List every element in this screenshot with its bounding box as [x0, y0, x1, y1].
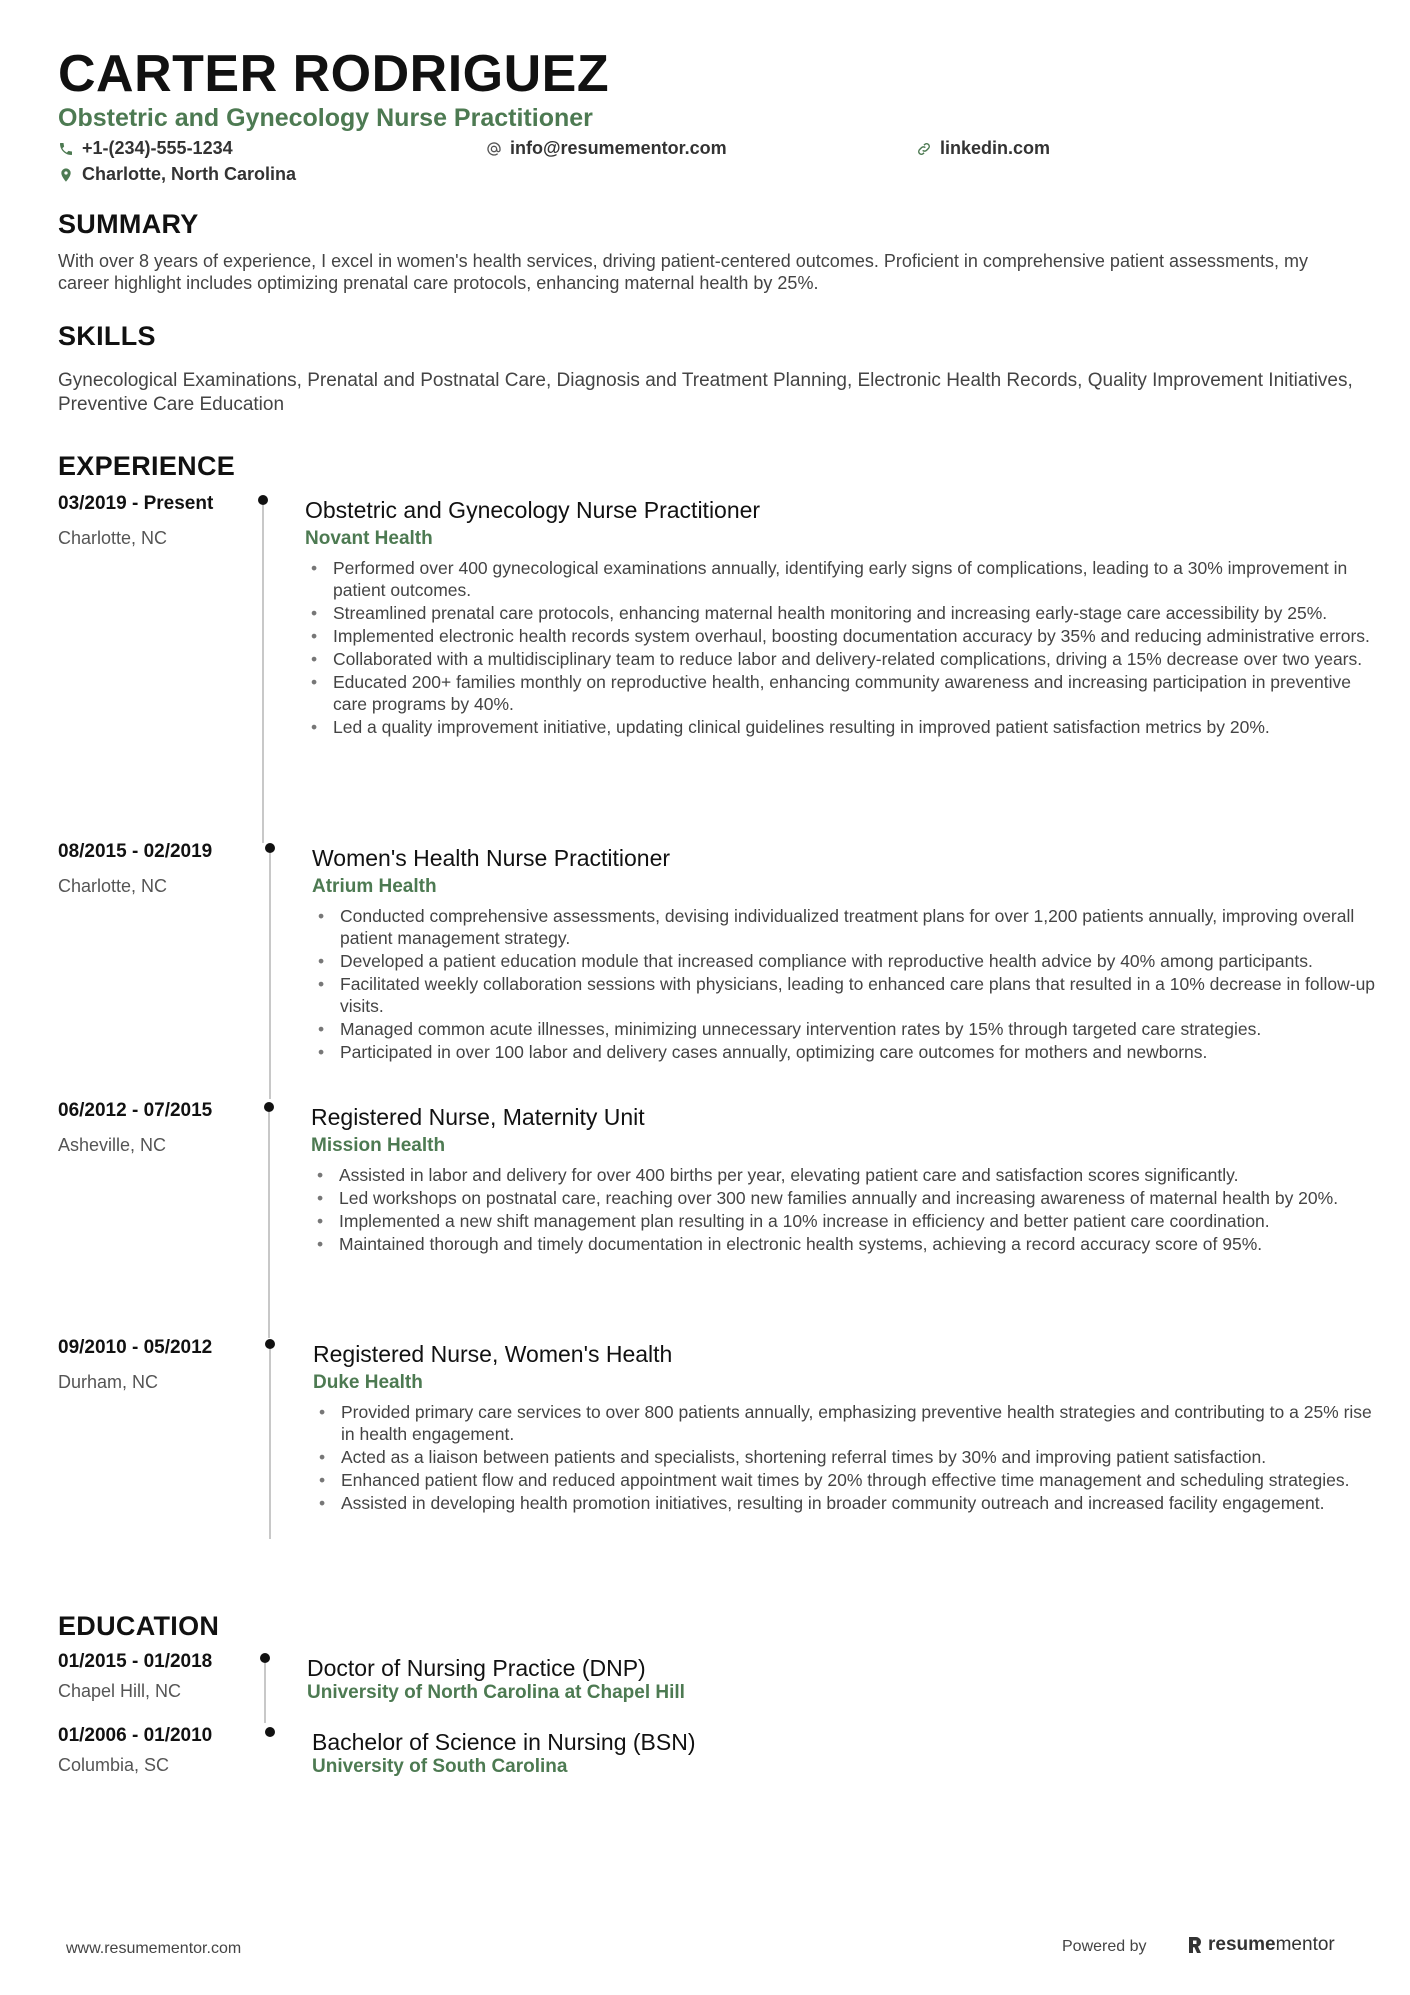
entry-title: Doctor of Nursing Practice (DNP) — [307, 1655, 646, 1681]
phone-text: +1-(234)-555-1234 — [82, 138, 233, 158]
entry-title: Registered Nurse, Women's Health — [313, 1341, 673, 1367]
bullet-item: • Facilitated weekly collaboration sessions with physicians, leading to enhanced care plans that resulted in a 10% decrease in follow-up visits. — [318, 974, 1376, 1016]
footer-website-link[interactable]: www.resumementor.com — [66, 1940, 242, 1957]
bullet-item: • Participated in over 100 labor and delivery cases annually, optimizing care outcomes for mothers and newborns. — [318, 1042, 1208, 1062]
experience-heading: EXPERIENCE — [58, 451, 236, 481]
entry-title: Registered Nurse, Maternity Unit — [311, 1104, 645, 1130]
education-heading: EDUCATION — [58, 1611, 220, 1641]
bullet-item: • Assisted in developing health promotion initiatives, resulting in broader community outreach and increased facility engagement. — [319, 1493, 1325, 1513]
skills-heading: SKILLS — [58, 321, 156, 351]
bullet-item: • Assisted in labor and delivery for over 400 births per year, elevating patient care and satisfaction scores significantly. — [317, 1165, 1239, 1185]
entry-date: 03/2019 - Present — [58, 493, 214, 514]
contact-linkedin[interactable] — [916, 138, 1050, 159]
entry-bullets — [311, 1164, 1381, 1256]
contact-email[interactable] — [486, 138, 727, 159]
entry-location: Durham, NC — [58, 1372, 159, 1392]
bullet-item: • Conducted comprehensive assessments, devising individualized treatment plans for over 1,200 patients annually, improving overall patient management strategy. — [318, 906, 1355, 948]
bullet-item: • Provided primary care services to over 800 patients annually, emphasizing preventive health strategies and contributing to a 25% rise in health engagement. — [319, 1402, 1372, 1444]
entry-date: 01/2006 - 01/2010 — [58, 1725, 213, 1746]
bullet-item: • Acted as a liaison between patients and specialists, shortening referral times by 30% and improving patient satisfaction. — [319, 1447, 1267, 1467]
entry-location: Charlotte, NC — [58, 528, 168, 548]
logo-text-mentor: mentor — [1275, 1934, 1335, 1955]
candidate-role: Obstetric and Gynecology Nurse Practitioner — [58, 104, 593, 132]
timeline-line — [264, 1663, 266, 1723]
timeline-line — [262, 505, 264, 843]
entry-location: Charlotte, NC — [58, 876, 168, 896]
link-icon — [916, 141, 932, 157]
entry-bullets — [305, 557, 1375, 739]
timeline-dot — [265, 1339, 275, 1349]
bullet-item: • Collaborated with a multidisciplinary team to reduce labor and delivery-related complications, driving a 15% decrease over two years. — [311, 649, 1363, 669]
entry-organization: Mission Health — [311, 1135, 446, 1156]
timeline-line — [269, 1349, 271, 1539]
bullet-item: • Educated 200+ families monthly on reproductive health, enhancing community awareness and increasing participation in preventive care programs by 40%. — [311, 672, 1352, 714]
resumementor-logo-icon — [1186, 1935, 1204, 1955]
email-text[interactable]: info@resumementor.com — [510, 138, 727, 158]
linkedin-text[interactable]: linkedin.com — [940, 138, 1051, 158]
footer-powered-by: Powered by — [1062, 1938, 1147, 1955]
entry-date: 09/2010 - 05/2012 — [58, 1337, 213, 1358]
entry-organization: Duke Health — [313, 1372, 423, 1393]
entry-organization: Atrium Health — [312, 876, 437, 897]
timeline-dot — [258, 495, 268, 505]
entry-location: Chapel Hill, NC — [58, 1681, 182, 1701]
location-text: Charlotte, North Carolina — [82, 164, 297, 184]
candidate-name: CARTER RODRIGUEZ — [58, 45, 610, 103]
phone-icon — [58, 141, 74, 157]
bullet-item: • Enhanced patient flow and reduced appointment wait times by 20% through effective time management and scheduling strategies. — [319, 1470, 1350, 1490]
timeline-dot — [265, 1727, 275, 1737]
entry-organization: University of South Carolina — [312, 1756, 568, 1777]
bullet-item: • Led a quality improvement initiative, updating clinical guidelines resulting in improved patient satisfaction metrics by 20%. — [311, 717, 1270, 737]
summary-heading: SUMMARY — [58, 209, 199, 239]
contact-phone — [58, 138, 233, 159]
timeline-line — [268, 1112, 270, 1338]
logo-text-resume: resume — [1208, 1934, 1276, 1955]
bullet-item: • Managed common acute illnesses, minimizing unnecessary intervention rates by 15% through targeted care strategies. — [318, 1019, 1262, 1039]
entry-title: Obstetric and Gynecology Nurse Practitioner — [305, 497, 761, 523]
entry-date: 06/2012 - 07/2015 — [58, 1100, 213, 1121]
entry-date: 01/2015 - 01/2018 — [58, 1651, 213, 1672]
resumementor-logo[interactable] — [1186, 1934, 1335, 1956]
entry-date: 08/2015 - 02/2019 — [58, 841, 213, 862]
entry-title: Bachelor of Science in Nursing (BSN) — [312, 1729, 696, 1755]
bullet-item: • Performed over 400 gynecological examinations annually, identifying early signs of complications, leading to a 30% improvement in patient outcomes. — [311, 558, 1348, 600]
bullet-item: • Led workshops on postnatal care, reaching over 300 new families annually and increasing awareness of maternal health by 20%. — [317, 1188, 1339, 1208]
bullet-item: • Streamlined prenatal care protocols, enhancing maternal health monitoring and increasing early-stage care accessibility by 25%. — [311, 603, 1328, 623]
skills-text: Gynecological Examinations, Prenatal and Postnatal Care, Diagnosis and Treatment Planning, Electronic Health Records, Quality Improvement Initiatives, Preventive Care Education — [58, 370, 1353, 415]
entry-location: Columbia, SC — [58, 1755, 170, 1775]
summary-text: With over 8 years of experience, I excel in women's health services, driving patient-centered outcomes. Proficient in comprehensive patient assessments, my career highlight includes optimizing prenatal care protocols, enhancing maternal health by 25%. — [58, 251, 1309, 293]
entry-title: Women's Health Nurse Practitioner — [312, 845, 671, 871]
contact-location — [58, 164, 296, 185]
bullet-item: • Implemented a new shift management plan resulting in a 10% increase in efficiency and better patient care coordination. — [317, 1211, 1270, 1231]
entry-location: Asheville, NC — [58, 1135, 167, 1155]
entry-bullets — [313, 1401, 1383, 1515]
entry-organization: University of North Carolina at Chapel Hill — [307, 1682, 685, 1703]
location-pin-icon — [58, 167, 74, 183]
entry-organization: Novant Health — [305, 528, 433, 549]
timeline-line — [269, 853, 271, 1099]
at-icon — [486, 141, 502, 157]
bullet-item: • Implemented electronic health records system overhaul, boosting documentation accuracy by 35% and reducing administrative errors. — [311, 626, 1370, 646]
timeline-dot — [265, 843, 275, 853]
timeline-dot — [260, 1653, 270, 1663]
timeline-dot — [264, 1102, 274, 1112]
bullet-item: • Developed a patient education module that increased compliance with reproductive health advice by 40% among participants. — [318, 951, 1313, 971]
entry-bullets — [312, 905, 1382, 1064]
bullet-item: • Maintained thorough and timely documentation in electronic health systems, achieving a record accuracy score of 95%. — [317, 1234, 1263, 1254]
